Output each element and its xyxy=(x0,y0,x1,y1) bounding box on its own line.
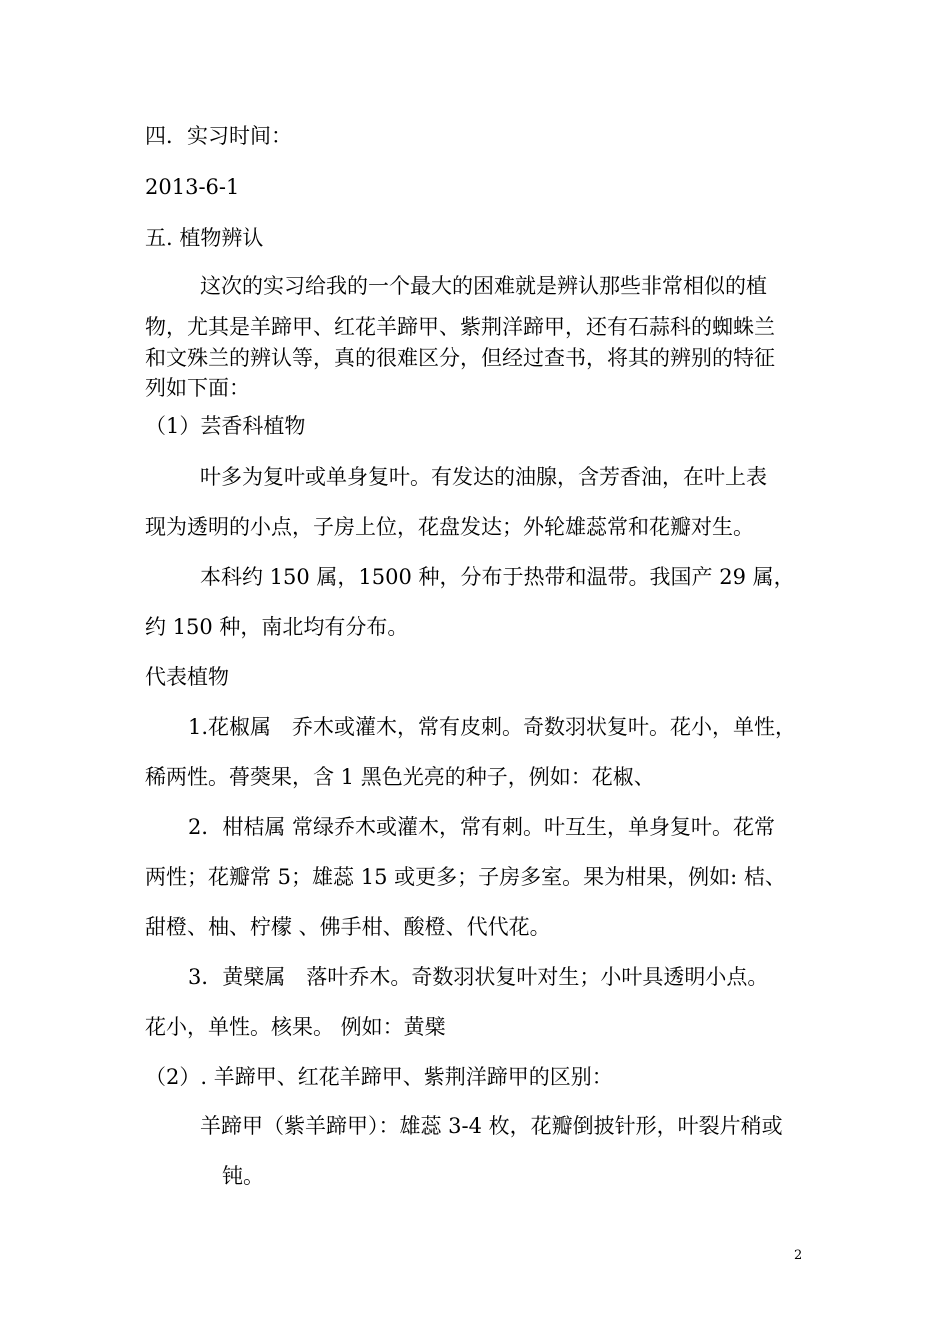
genus-line: 稀两性。蓇葖果，含 1 黑色光亮的种子，例如：花椒、 xyxy=(145,765,655,789)
subsection2-heading: （2）. 羊蹄甲、红花羊蹄甲、紫荆洋蹄甲的区别： xyxy=(145,1065,613,1089)
genus-line: 2．柑桔属 常绿乔木或灌木，常有刺。叶互生，单身复叶。花常 xyxy=(188,815,776,839)
genus-line: 3．黄檗属 落叶乔木。奇数羽状复叶对生；小叶具透明小点。 xyxy=(188,965,769,989)
intro-line: 物，尤其是羊蹄甲、红花羊蹄甲、紫荆洋蹄甲，还有石蒜科的蜘蛛兰 xyxy=(145,315,775,339)
rutaceae-line: 叶多为复叶或单身复叶。有发达的油腺，含芳香油，在叶上表 xyxy=(200,465,767,489)
subsection1-heading: （1）芸香科植物 xyxy=(145,414,306,438)
internship-date: 2013-6-1 xyxy=(145,175,240,199)
section4-heading: 四．实习时间： xyxy=(145,124,292,148)
rutaceae-line: 约 150 种，南北均有分布。 xyxy=(145,615,409,639)
section5-heading: 五. 植物辨认 xyxy=(145,226,264,250)
page-number: 2 xyxy=(794,1248,803,1263)
genus-line: 两性；花瓣常 5；雄蕊 15 或更多；子房多室。果为柑果，例如: 桔、 xyxy=(145,865,786,889)
rutaceae-line: 现为透明的小点，子房上位，花盘发达；外轮雄蕊常和花瓣对生。 xyxy=(145,515,754,539)
bauhinia-line: 钝。 xyxy=(222,1164,264,1188)
intro-line: 这次的实习给我的一个最大的困难就是辨认那些非常相似的植 xyxy=(200,274,767,298)
intro-line: 列如下面： xyxy=(145,376,250,400)
genus-line: 甜橙、柚、柠檬 、佛手柑、酸橙、代代花。 xyxy=(145,915,551,939)
genus-line: 花小，单性。核果。 例如：黄檗 xyxy=(145,1015,446,1039)
intro-line: 和文殊兰的辨认等，真的很难区分，但经过查书，将其的辨别的特征 xyxy=(145,346,775,370)
genus-line: 1.花椒属 乔木或灌木，常有皮刺。奇数羽状复叶。花小，单性， xyxy=(188,715,797,739)
bauhinia-line: 羊蹄甲（紫羊蹄甲）：雄蕊 3-4 枚，花瓣倒披针形，叶裂片稍或 xyxy=(200,1114,783,1138)
representative-heading: 代表植物 xyxy=(145,665,229,689)
rutaceae-line: 本科约 150 属，1500 种，分布于热带和温带。我国产 29 属， xyxy=(200,565,795,589)
